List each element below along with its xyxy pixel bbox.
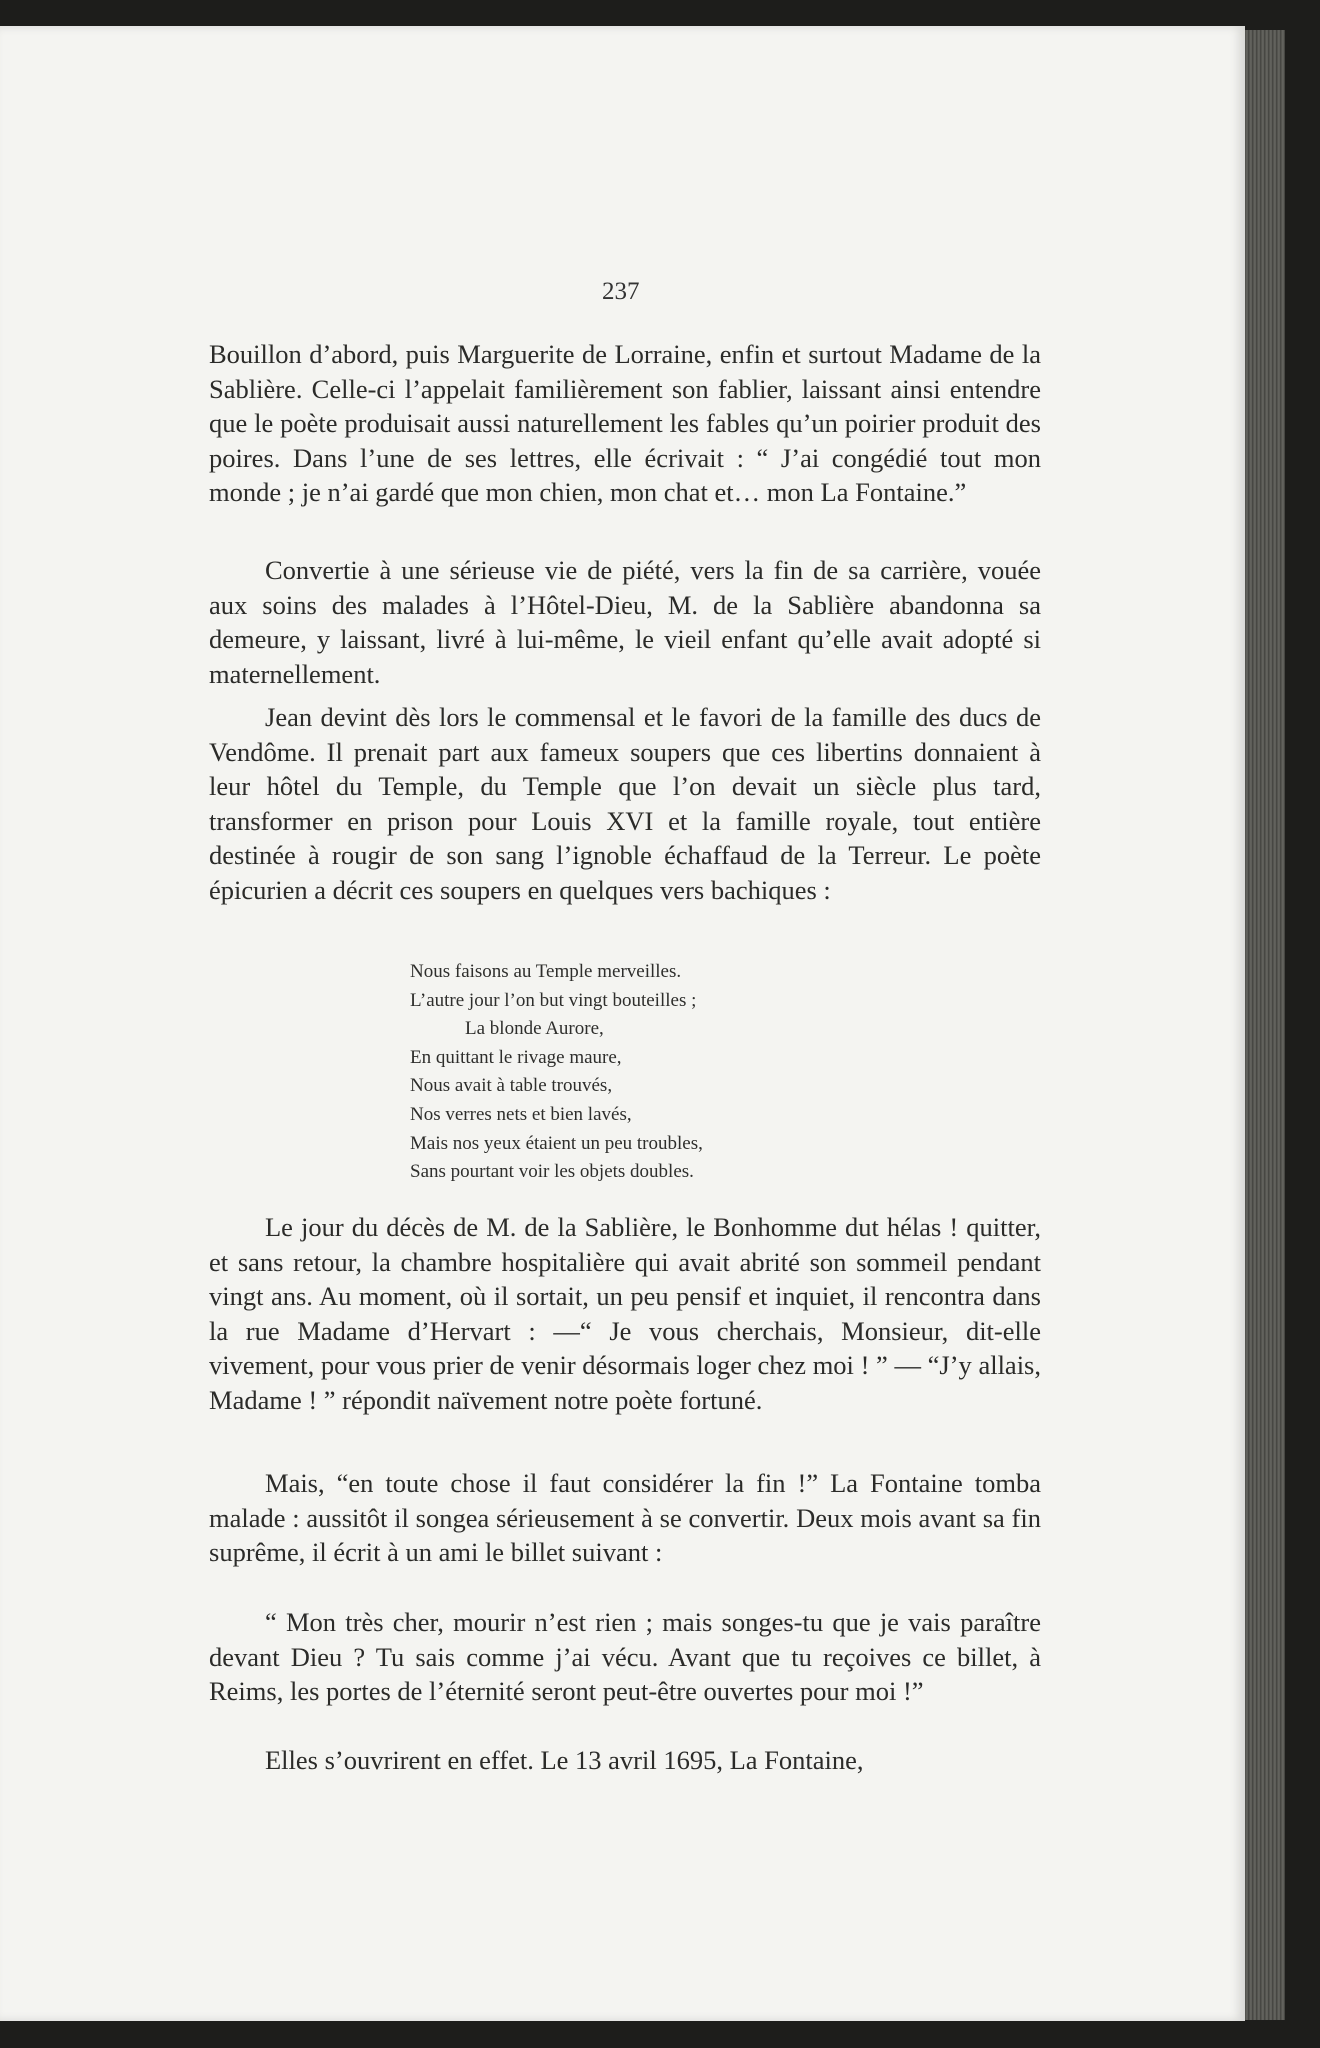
poem-line: La blonde Aurore, [465, 1018, 604, 1040]
paragraph-7 [209, 1743, 1041, 1778]
poem-block [410, 958, 703, 1187]
paragraph-1 [209, 337, 1041, 510]
page-edge [1245, 30, 1285, 2020]
paragraph-text: Elles s’ouvrirent en effet. Le 13 avril 1695, La Fontaine, [265, 1745, 864, 1775]
paragraph-text: Bouillon d’abord, puis Marguerite de Lorraine, enfin et surtout Madame de la Sablière. Celle-ci l’appelait familièrement son fablier, laissant ainsi entendre que le poète produisait aussi naturellement les fables qu’un poirier produit des poires. Dans l’une de ses lettres, elle écrivait : “ J’ai congédié tout mon monde ; je n’ai gardé que mon chien, mon chat et… mon La Fontaine.” [209, 339, 1041, 507]
paragraph-2 [209, 553, 1041, 691]
poem-line: En quittant le rivage maure, [410, 1046, 622, 1068]
poem-line: Mais nos yeux étaient un peu troubles, [410, 1132, 703, 1154]
paragraph-text: “ Mon très cher, mourir n’est rien ; mais songes-tu que je vais paraître devant Dieu ? Tu sais comme j’ai vécu. Avant que tu reçoives ce billet, à Reims, les portes de l’éternité seront peut-être ouvertes pour moi !” [209, 1607, 1041, 1706]
paragraph-text: Jean devint dès lors le commensal et le favori de la famille des ducs de Vendôme. Il prenait part aux fameux soupers que ces libertins donnaient à leur hôtel du Temple, du Temple que l’on devait un siècle plus tard, transformer en prison pour Louis XVI et la famille royale, tout entière destinée à rougir de son sang l’ignoble échaffaud de la Terreur. Le poète épicurien a décrit ces soupers en quelques vers bachiques : [209, 702, 1041, 905]
poem-line: Sans pourtant voir les objets doubles. [410, 1161, 694, 1183]
paragraph-4 [209, 1210, 1041, 1417]
paragraph-3 [209, 700, 1041, 907]
paragraph-text: Convertie à une sérieuse vie de piété, vers la fin de sa carrière, vouée aux soins des malades à l’Hôtel-Dieu, M. de la Sablière abandonna sa demeure, y laissant, livré à lui-même, le vieil enfant qu’elle avait adopté si maternellement. [209, 555, 1041, 689]
paragraph-6 [209, 1605, 1041, 1709]
page-number: 237 [602, 278, 640, 305]
paragraph-text: Le jour du décès de M. de la Sablière, le Bonhomme dut hélas ! quitter, et sans retour, la chambre hospitalière qui avait abrité son sommeil pendant vingt ans. Au moment, où il sortait, un peu pensif et inquiet, il rencontra dans la rue Madame d’Hervart : —“ Je vous cherchais, Monsieur, dit-elle vivement, pour vous prier de venir désormais loger chez moi ! ” — “J’y allais, Madame ! ” répondit naïvement notre poète fortuné. [209, 1212, 1041, 1415]
paragraph-5 [209, 1466, 1041, 1570]
poem-line: L’autre jour l’on but vingt bouteilles ; [410, 989, 697, 1011]
poem-line: Nous faisons au Temple merveilles. [410, 961, 682, 982]
poem-line: Nous avait à table trouvés, [410, 1075, 613, 1097]
paragraph-text: Mais, “en toute chose il faut considérer la fin !” La Fontaine tomba malade : aussitôt il songea sérieusement à se convertir. Deux mois avant sa fin suprême, il écrit à un ami le billet suivant : [209, 1468, 1041, 1567]
poem-line: Nos verres nets et bien lavés, [410, 1103, 632, 1125]
